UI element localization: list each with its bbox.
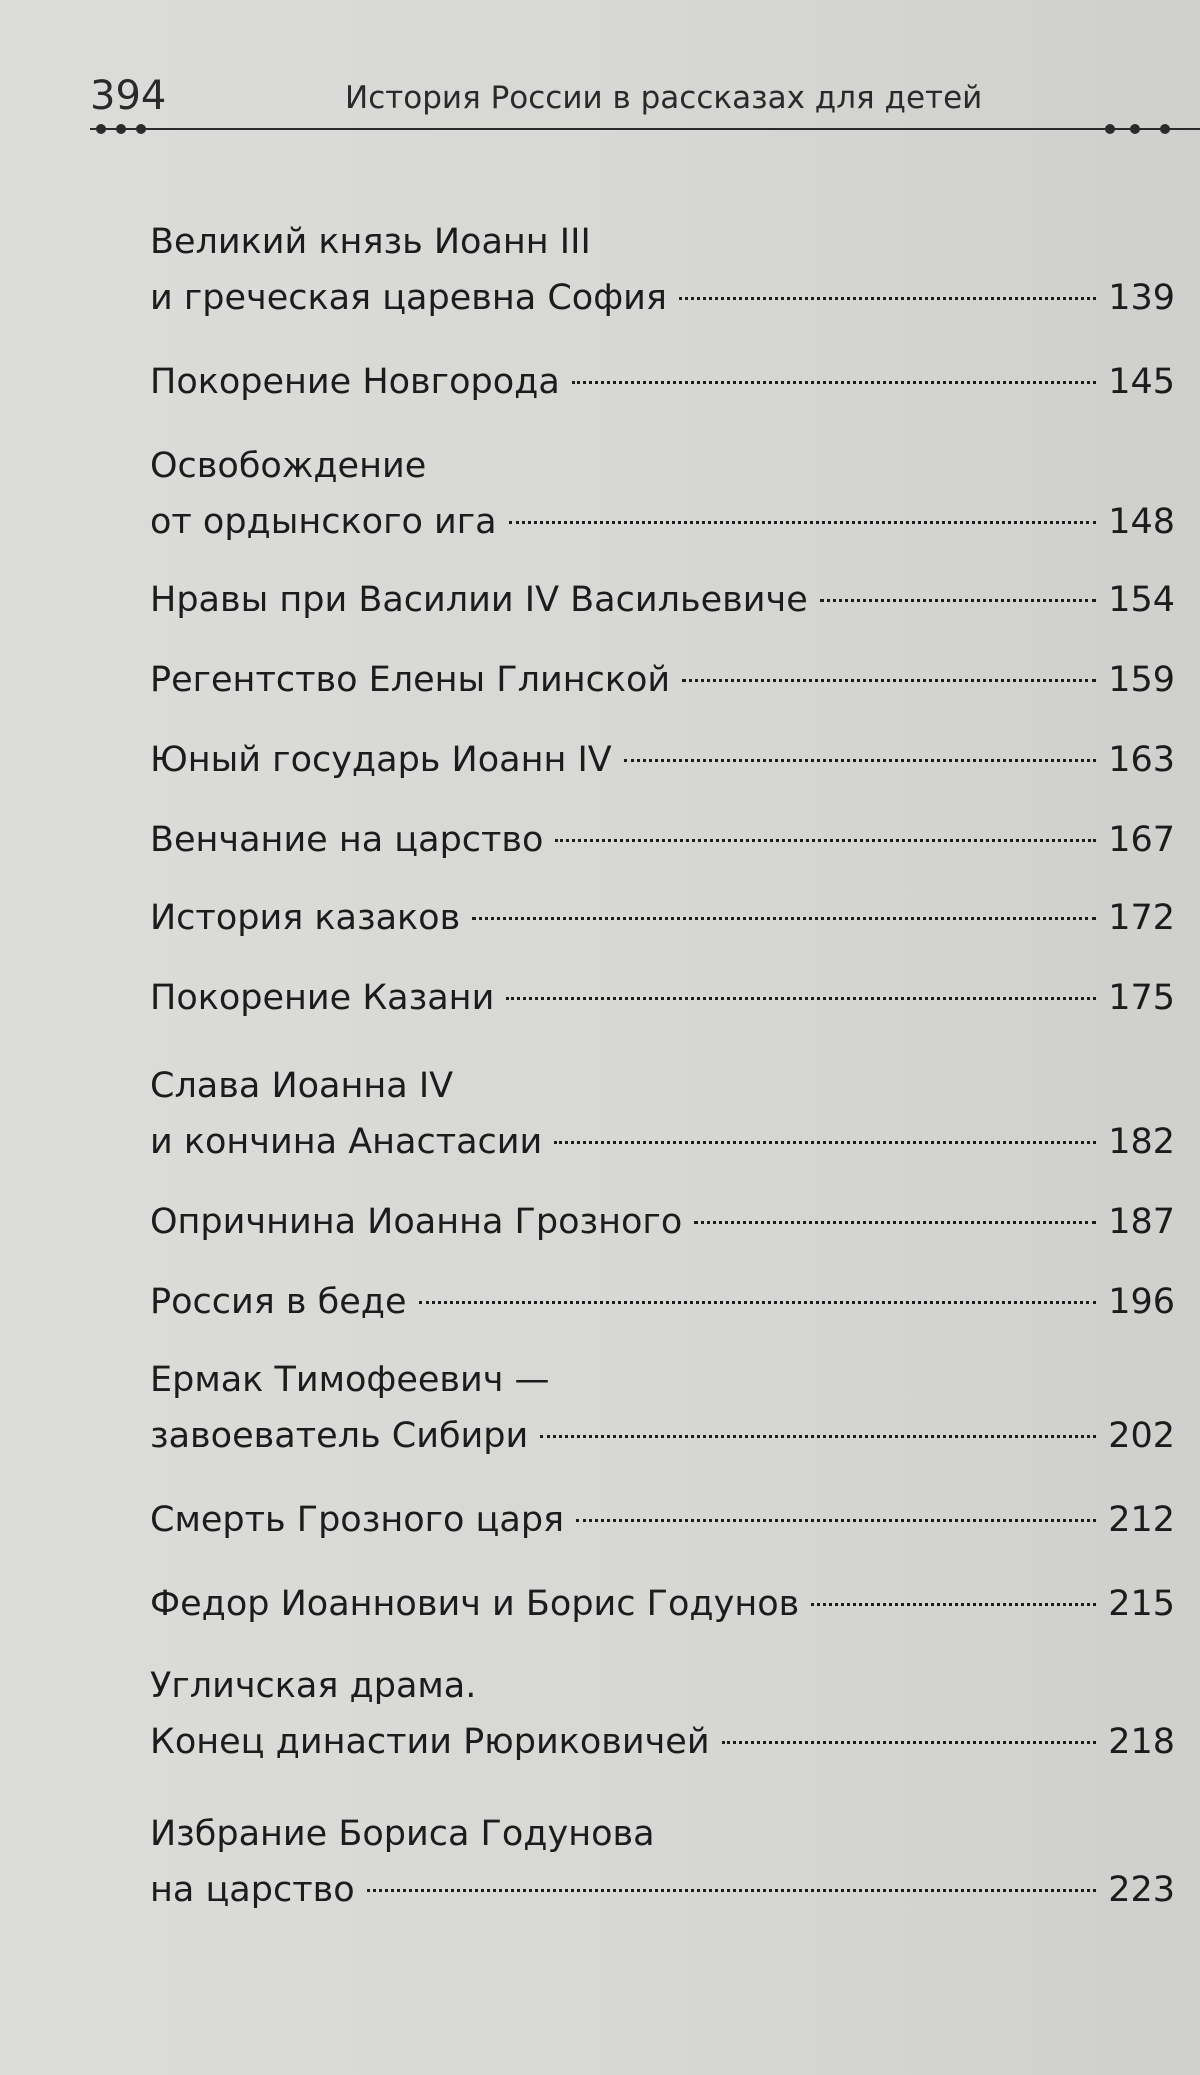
toc-entry-line [150,1806,1175,1862]
rule-ornament-dot [136,124,146,134]
toc-entry-title: Венчание на царство [150,820,544,860]
rule-ornament-dot [1130,124,1140,134]
toc-entry-title: Федор Иоаннович и Борис Годунов [150,1584,800,1624]
toc-entry-title: Россия в беде [150,1282,407,1322]
toc-entry-line [150,1862,1175,1918]
toc-entry-line [150,1714,1175,1770]
dot-leader [679,297,1096,300]
toc-entry-title: на царство [150,1870,355,1910]
toc-page-number: 202 [1108,1416,1175,1456]
dot-leader [682,679,1096,682]
toc-entry-title: Великий князь Иоанн III [150,222,591,262]
toc-entry-title: от ордынского ига [150,502,497,542]
page-number: 394 [90,73,167,119]
toc-entry [150,1806,1175,1918]
dot-leader [506,997,1096,1000]
dot-leader [811,1603,1096,1606]
toc-entry-title: Покорение Казани [150,978,495,1018]
toc-entry [150,970,1175,1026]
toc-entry-title: Слава Иоанна IV [150,1066,454,1106]
toc-entry-title: Регентство Елены Глинской [150,660,671,700]
toc-page-number: 159 [1108,660,1175,700]
dot-leader [472,917,1096,920]
toc-page-number: 182 [1108,1122,1175,1162]
toc-entry-title: Покорение Новгорода [150,362,560,402]
toc-entry-title: Смерть Грозного царя [150,1500,565,1540]
toc-entry-title: и кончина Анастасии [150,1122,543,1162]
toc-entry [150,1492,1175,1548]
toc-entry [150,1274,1175,1330]
toc-entry-title: Угличская драма. [150,1666,477,1706]
dot-leader [576,1519,1096,1522]
table-of-contents [150,190,1175,1918]
toc-entry [150,812,1175,868]
toc-entry-line [150,214,1175,270]
toc-entry-line [150,1194,1175,1250]
toc-entry-title: Нравы при Василии IV Васильевиче [150,580,808,620]
header-rule [90,128,1200,130]
toc-entry-line [150,1576,1175,1632]
toc-entry-line [150,1352,1175,1408]
toc-page-number: 212 [1108,1500,1175,1540]
toc-entry [150,1058,1175,1170]
toc-entry-title: Юный государь Иоанн IV [150,740,612,780]
toc-entry-title: История казаков [150,898,461,938]
toc-page-number: 196 [1108,1282,1175,1322]
dot-leader [367,1889,1097,1892]
toc-page-number: 139 [1108,278,1175,318]
toc-entry-line [150,732,1175,788]
toc-entry-line [150,1114,1175,1170]
toc-entry [150,652,1175,708]
toc-page-number: 175 [1108,978,1175,1018]
dot-leader [555,839,1096,842]
toc-entry-line [150,1408,1175,1464]
toc-entry [150,890,1175,946]
toc-entry [150,1576,1175,1632]
dot-leader [624,759,1096,762]
toc-entry [150,572,1175,628]
toc-entry-line [150,970,1175,1026]
dot-leader [540,1435,1096,1438]
toc-entry [150,1658,1175,1770]
toc-page-number: 148 [1108,502,1175,542]
toc-entry-title: Избрание Бориса Годунова [150,1814,655,1854]
toc-page-number: 218 [1108,1722,1175,1762]
toc-page-number: 215 [1108,1584,1175,1624]
dot-leader [509,521,1097,524]
toc-entry [150,354,1175,410]
toc-entry-title: Освобождение [150,446,427,486]
toc-entry-line [150,494,1175,550]
toc-page-number: 154 [1108,580,1175,620]
toc-entry-line [150,1274,1175,1330]
dot-leader [820,599,1096,602]
toc-entry-line [150,890,1175,946]
toc-page-number: 167 [1108,820,1175,860]
toc-entry [150,1194,1175,1250]
rule-ornament-dot [96,124,106,134]
dot-leader [554,1141,1096,1144]
dot-leader [572,381,1096,384]
toc-entry-line [150,1058,1175,1114]
toc-entry [150,214,1175,326]
toc-entry-line [150,1658,1175,1714]
toc-page-number: 172 [1108,898,1175,938]
toc-entry-line [150,438,1175,494]
toc-entry-line [150,354,1175,410]
toc-entry [150,438,1175,550]
page-header [90,72,1170,132]
dot-leader [694,1221,1096,1224]
toc-entry-title: Опричнина Иоанна Грозного [150,1202,683,1242]
toc-page-number: 145 [1108,362,1175,402]
toc-entry-title: завоеватель Сибири [150,1416,529,1456]
toc-entry-line [150,572,1175,628]
toc-entry-line [150,1492,1175,1548]
rule-ornament-dot [1105,124,1115,134]
toc-entry [150,732,1175,788]
toc-entry-title: Ермак Тимофеевич — [150,1360,550,1400]
toc-entry-line [150,270,1175,326]
toc-page-number: 223 [1108,1870,1175,1910]
toc-page-number: 163 [1108,740,1175,780]
rule-ornament-dot [1160,124,1170,134]
toc-entry-title: Конец династии Рюриковичей [150,1722,710,1762]
dot-leader [419,1301,1097,1304]
toc-entry [150,1352,1175,1464]
dot-leader [722,1741,1097,1744]
toc-page-number: 187 [1108,1202,1175,1242]
toc-entry-line [150,652,1175,708]
rule-ornament-dot [116,124,126,134]
toc-entry-title: и греческая царевна София [150,278,667,318]
running-title: История России в рассказах для детей [345,80,983,116]
toc-entry-line [150,812,1175,868]
